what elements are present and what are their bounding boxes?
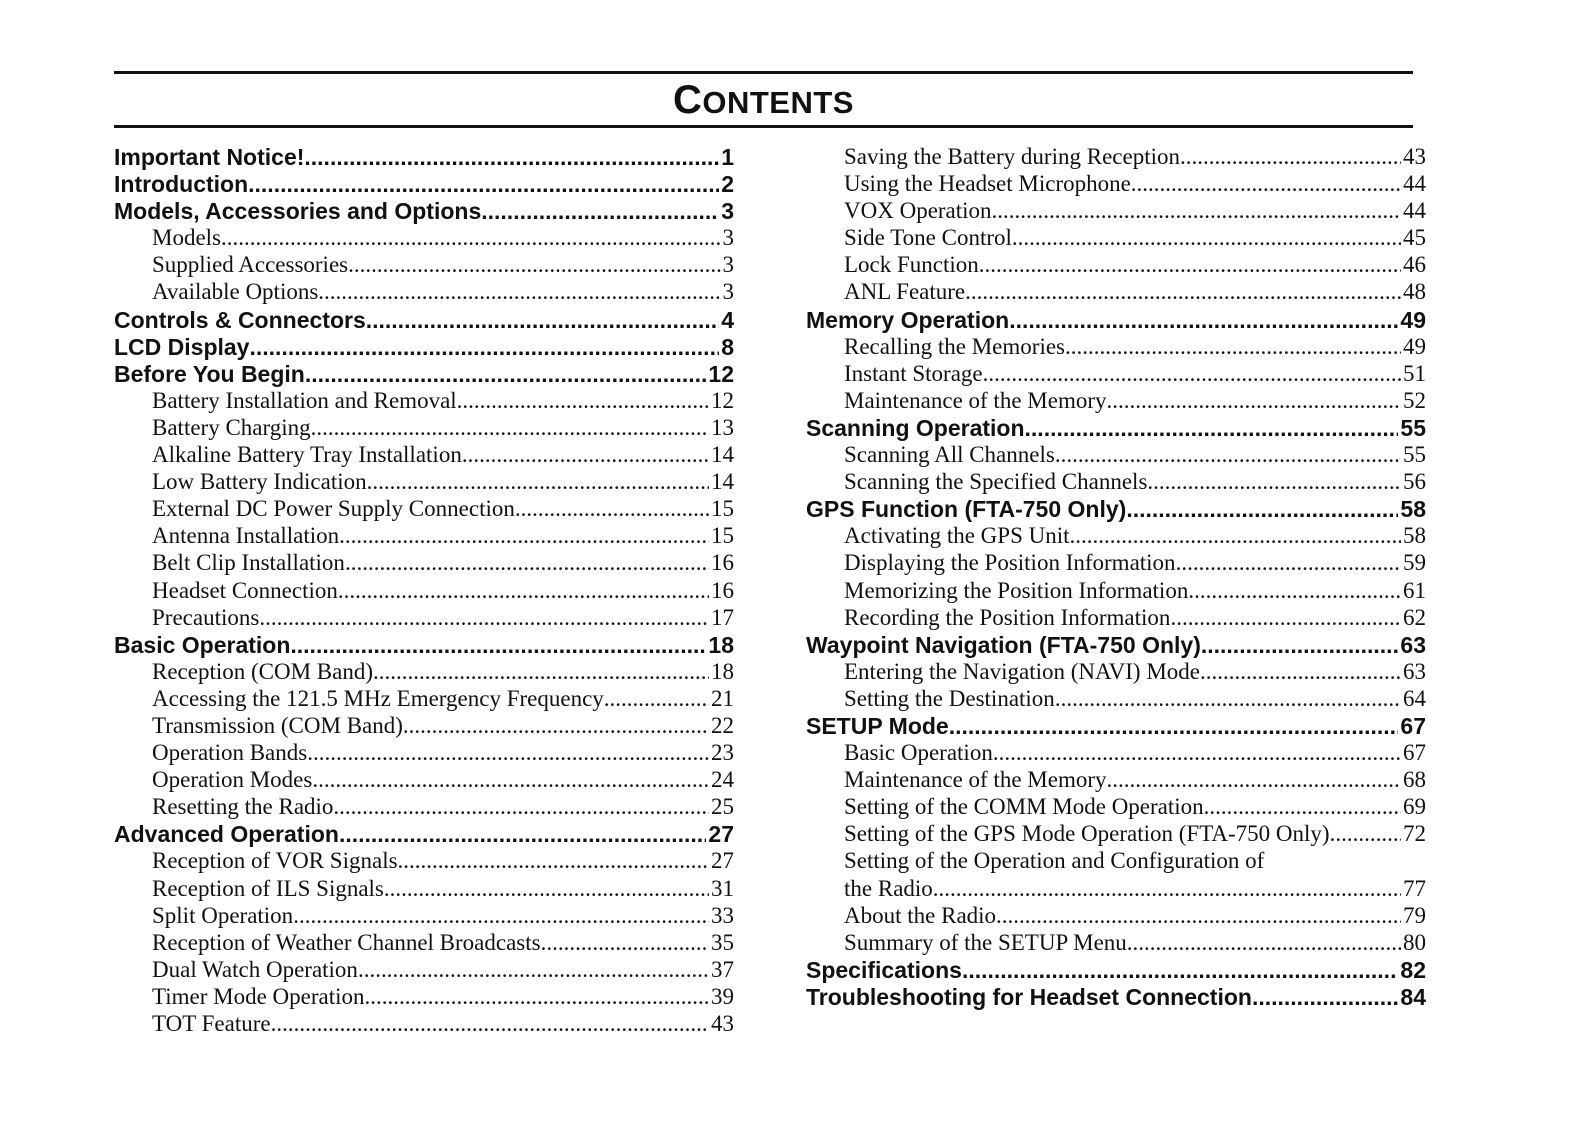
- toc-section-entry[interactable]: [806, 632, 1426, 659]
- title-underline: [114, 125, 1413, 128]
- toc-page-number: 44: [1403, 198, 1426, 224]
- toc-page-number: 8: [721, 333, 734, 360]
- dot-leader: [1126, 496, 1398, 523]
- toc-page-number: 12: [708, 360, 734, 387]
- toc-entry-title: Scanning Operation: [806, 414, 1025, 441]
- toc-subsection-entry[interactable]: [114, 550, 734, 577]
- toc-entry-title: Controls & Connectors: [114, 306, 366, 333]
- dot-leader: [358, 957, 709, 983]
- toc-entry-title: LCD Display: [114, 333, 250, 360]
- dot-leader: [949, 713, 1399, 740]
- toc-entry-title: Setting of the GPS Mode Operation (FTA-750 Only): [844, 821, 1330, 847]
- toc-page-number: 1: [721, 144, 734, 170]
- toc-subsection-entry[interactable]: [806, 388, 1426, 415]
- toc-section-entry[interactable]: [806, 713, 1426, 740]
- toc-subsection-entry[interactable]: [806, 334, 1426, 361]
- dot-leader: [1127, 930, 1401, 956]
- toc-section-entry[interactable]: [114, 198, 734, 225]
- toc-section-entry[interactable]: [806, 415, 1426, 442]
- toc-subsection-entry[interactable]: [806, 930, 1426, 957]
- dot-leader: [1201, 632, 1399, 659]
- toc-entry-title: Transmission (COM Band): [152, 712, 403, 738]
- toc-page-number: 49: [1400, 306, 1426, 333]
- toc-entry-title: Precautions: [152, 604, 260, 630]
- toc-page-number: 61: [1403, 577, 1426, 603]
- dot-leader: [1170, 605, 1401, 631]
- toc-entry-title: Scanning the Specified Channels: [844, 469, 1148, 495]
- dot-leader: [457, 388, 709, 414]
- toc-section-entry[interactable]: [806, 957, 1426, 984]
- toc-page-number: 13: [711, 414, 734, 440]
- toc-entry-title: Accessing the 121.5 MHz Emergency Frequency: [152, 685, 604, 711]
- toc-page-number: 18: [711, 658, 734, 684]
- toc-page-number: 64: [1403, 685, 1426, 711]
- dot-leader: [312, 767, 709, 793]
- toc-subsection-entry[interactable]: [806, 686, 1426, 713]
- toc-entry-title: Battery Installation and Removal: [152, 387, 457, 413]
- dot-leader: [304, 144, 719, 171]
- toc-subsection-entry[interactable]: [806, 198, 1426, 225]
- toc-page-number: 12: [711, 387, 734, 413]
- top-rule: [114, 71, 1413, 74]
- dot-leader: [996, 903, 1401, 929]
- toc-entry-title: Instant Storage: [844, 360, 983, 386]
- toc-subsection-entry[interactable]: [114, 876, 734, 903]
- toc-page-number: 49: [1403, 333, 1426, 359]
- dot-leader: [979, 252, 1401, 278]
- toc-section-entry[interactable]: [114, 171, 734, 198]
- toc-section-entry[interactable]: [114, 632, 734, 659]
- toc-page-number: 24: [711, 767, 734, 793]
- toc-page-number: 45: [1403, 225, 1426, 251]
- toc-subsection-entry[interactable]: [114, 523, 734, 550]
- toc-entry-title: Activating the GPS Unit: [844, 523, 1070, 549]
- dot-leader: [384, 876, 709, 902]
- toc-subsection-entry[interactable]: [806, 848, 1426, 875]
- toc-page-number: 51: [1403, 360, 1426, 386]
- toc-page-number: 82: [1400, 956, 1426, 983]
- dot-leader: [373, 659, 709, 685]
- dot-leader: [1131, 171, 1401, 197]
- dot-leader: [403, 713, 709, 739]
- toc-subsection-entry[interactable]: [806, 821, 1426, 848]
- toc-entry-title: Models, Accessories and Options: [114, 198, 482, 225]
- dot-leader: [462, 442, 709, 468]
- toc-subsection-entry[interactable]: [114, 903, 734, 930]
- toc-page-number: 80: [1403, 929, 1426, 955]
- dot-leader: [338, 578, 709, 604]
- toc-section-entry[interactable]: [114, 144, 734, 171]
- toc-page-number: 3: [722, 252, 734, 278]
- dot-leader: [339, 523, 709, 549]
- dot-leader: [1330, 821, 1401, 847]
- toc-subsection-entry[interactable]: [114, 984, 734, 1011]
- dot-leader: [515, 496, 709, 522]
- dot-leader: [1107, 388, 1402, 414]
- toc-page-number: 17: [711, 604, 734, 630]
- toc-entry-title: Side Tone Control: [844, 225, 1012, 251]
- toc-entry-title: Displaying the Position Information: [844, 550, 1176, 576]
- toc-entry-title: Available Options: [152, 279, 319, 305]
- toc-entry-title: Low Battery Indication: [152, 469, 367, 495]
- toc-subsection-entry[interactable]: [114, 740, 734, 767]
- toc-entry-title: Advanced Operation: [114, 821, 339, 848]
- toc-page-number: 58: [1403, 523, 1426, 549]
- toc-page-number: 14: [711, 442, 734, 468]
- toc-page-number: 79: [1403, 902, 1426, 928]
- toc-subsection-entry[interactable]: [806, 578, 1426, 605]
- toc-entry-title: Important Notice!: [114, 144, 305, 170]
- dot-leader: [293, 903, 709, 929]
- toc-page-number: 22: [711, 712, 734, 738]
- toc-page-number: 39: [711, 983, 734, 1009]
- toc-entry-title: Basic Operation: [844, 740, 993, 766]
- toc-page-number: 63: [1403, 658, 1426, 684]
- toc-entry-title: Recording the Position Information: [844, 604, 1171, 630]
- toc-page-number: 58: [1400, 496, 1426, 523]
- dot-leader: [318, 279, 720, 305]
- toc-subsection-entry[interactable]: [114, 578, 734, 605]
- dot-leader: [307, 740, 709, 766]
- toc-page-number: 43: [1403, 144, 1426, 169]
- toc-entry-title: Belt Clip Installation: [152, 550, 345, 576]
- toc-page-number: 67: [1403, 740, 1426, 766]
- toc-entry-title: Saving the Battery during Reception: [844, 144, 1180, 169]
- toc-subsection-entry[interactable]: [114, 415, 734, 442]
- dot-leader: [1025, 415, 1399, 442]
- toc-entry-title: Basic Operation: [114, 631, 291, 658]
- toc-subsection-entry[interactable]: [114, 659, 734, 686]
- toc-entry-title: Operation Bands: [152, 740, 308, 766]
- toc-entry-title: Timer Mode Operation: [152, 983, 365, 1009]
- toc-page-number: 77: [1403, 875, 1426, 901]
- toc-page-number: 3: [722, 225, 734, 251]
- toc-subsection-entry[interactable]: [806, 794, 1426, 821]
- dot-leader: [1055, 686, 1401, 712]
- toc-page-number: 31: [711, 875, 734, 901]
- dot-leader: [604, 686, 709, 712]
- title-initial: C: [672, 78, 703, 122]
- toc-section-entry[interactable]: [114, 821, 734, 848]
- toc-page-number: 67: [1400, 712, 1426, 739]
- toc-entry-title: Recalling the Memories: [844, 333, 1065, 359]
- toc-page-number: 84: [1400, 983, 1426, 1010]
- toc-subsection-entry[interactable]: [114, 469, 734, 496]
- dot-leader: [541, 930, 709, 956]
- dot-leader: [311, 415, 709, 441]
- toc-entry-title: Operation Modes: [152, 767, 313, 793]
- toc-left-column: [114, 144, 734, 1038]
- toc-page-number: 44: [1403, 171, 1426, 197]
- toc-page-number: 3: [722, 279, 734, 305]
- toc-entry-title: ANL Feature: [844, 279, 966, 305]
- toc-subsection-entry[interactable]: [806, 225, 1426, 252]
- toc-section-entry[interactable]: [114, 361, 734, 388]
- toc-entry-title: Memorizing the Position Information: [844, 577, 1189, 603]
- toc-subsection-entry[interactable]: [806, 279, 1426, 306]
- toc-entry-title: Troubleshooting for Headset Connection: [806, 983, 1252, 1010]
- dot-leader: [1180, 144, 1401, 170]
- toc-entry-title: Alkaline Battery Tray Installation: [152, 442, 462, 468]
- toc-subsection-entry[interactable]: [806, 876, 1426, 903]
- dot-leader: [1176, 550, 1401, 576]
- toc-entry-title: VOX Operation: [844, 198, 992, 224]
- toc-entry-title: Reception of ILS Signals: [152, 875, 384, 901]
- toc-page-number: 62: [1403, 604, 1426, 630]
- toc-entry-title: Lock Function: [844, 252, 979, 278]
- toc-page-number: 37: [711, 956, 734, 982]
- toc-page-number: 43: [711, 1011, 734, 1036]
- toc-subsection-entry[interactable]: [114, 225, 734, 252]
- toc-entry-title: Scanning All Channels: [844, 442, 1055, 468]
- dot-leader: [1107, 767, 1402, 793]
- toc-section-entry[interactable]: [806, 496, 1426, 523]
- toc-subsection-entry[interactable]: [114, 388, 734, 415]
- toc-entry-title: Summary of the SETUP Menu: [844, 929, 1127, 955]
- toc-section-entry[interactable]: [806, 307, 1426, 334]
- toc-page-number: 16: [711, 577, 734, 603]
- toc-subsection-entry[interactable]: [806, 361, 1426, 388]
- toc-subsection-entry[interactable]: [114, 713, 734, 740]
- toc-subsection-entry[interactable]: [806, 469, 1426, 496]
- toc-page-number: 23: [711, 740, 734, 766]
- toc-subsection-entry[interactable]: [806, 523, 1426, 550]
- dot-leader: [221, 225, 721, 251]
- toc-page-number: 55: [1400, 414, 1426, 441]
- toc-subsection-entry[interactable]: [114, 279, 734, 306]
- page-title: [114, 76, 1413, 127]
- toc-entry-title: Reception of VOR Signals: [152, 848, 398, 874]
- dot-leader: [398, 848, 709, 874]
- dot-leader: [1055, 442, 1401, 468]
- dot-leader: [271, 1011, 709, 1037]
- toc-subsection-entry[interactable]: [114, 794, 734, 821]
- toc-section-entry[interactable]: [114, 307, 734, 334]
- title-rest: ONTENTS: [702, 85, 854, 120]
- toc-page-number: 46: [1403, 252, 1426, 278]
- toc-subsection-entry[interactable]: [806, 740, 1426, 767]
- toc-subsection-entry[interactable]: [114, 957, 734, 984]
- toc-page-number: 68: [1403, 767, 1426, 793]
- dot-leader: [1012, 225, 1401, 251]
- dot-leader: [365, 984, 709, 1010]
- dot-leader: [1204, 794, 1401, 820]
- toc-page-number: 55: [1403, 442, 1426, 468]
- dot-leader: [983, 361, 1401, 387]
- dot-leader: [1065, 334, 1401, 360]
- dot-leader: [1147, 469, 1401, 495]
- toc-page-number: 33: [711, 902, 734, 928]
- toc-subsection-entry[interactable]: [806, 659, 1426, 686]
- toc-entry-title: Memory Operation: [806, 306, 1010, 333]
- toc-entry-title: Reception (COM Band): [152, 658, 374, 684]
- toc-entry-title: Dual Watch Operation: [152, 956, 358, 982]
- toc-page-number: 3: [721, 198, 734, 225]
- toc-page-number: 48: [1403, 279, 1426, 305]
- dot-leader: [481, 198, 719, 225]
- toc-subsection-entry[interactable]: [114, 848, 734, 875]
- toc-subsection-entry[interactable]: [114, 930, 734, 957]
- toc-page-number: 35: [711, 929, 734, 955]
- toc-entry-title: Supplied Accessories: [152, 252, 349, 278]
- toc-subsection-entry[interactable]: [806, 605, 1426, 632]
- dot-leader: [249, 334, 719, 361]
- toc-entry-title: External DC Power Supply Connection: [152, 496, 515, 522]
- toc-entry-title: Reception of Weather Channel Broadcasts: [152, 929, 541, 955]
- toc-entry-title: the Radio: [844, 875, 933, 901]
- toc-entry-title: Maintenance of the Memory: [844, 387, 1107, 413]
- dot-leader: [1070, 523, 1401, 549]
- toc-section-entry[interactable]: [114, 334, 734, 361]
- toc-subsection-entry[interactable]: [114, 252, 734, 279]
- dot-leader: [1188, 578, 1401, 604]
- toc-page-number: 59: [1403, 550, 1426, 576]
- dot-leader: [259, 605, 709, 631]
- toc-subsection-entry[interactable]: [114, 496, 734, 523]
- toc-entry-title: Setting the Destination: [844, 685, 1055, 711]
- toc-right-column: [806, 144, 1426, 1011]
- dot-leader: [366, 307, 719, 334]
- dot-leader: [962, 957, 1398, 984]
- toc-subsection-entry[interactable]: [806, 442, 1426, 469]
- dot-leader: [333, 794, 709, 820]
- toc-subsection-entry[interactable]: [806, 252, 1426, 279]
- toc-entry-title: SETUP Mode: [806, 712, 949, 739]
- toc-subsection-entry[interactable]: [114, 442, 734, 469]
- toc-entry-title: Antenna Installation: [152, 523, 340, 549]
- toc-entry-title: Specifications: [806, 956, 962, 983]
- toc-subsection-entry[interactable]: [806, 144, 1426, 171]
- toc-entry-title: Battery Charging: [152, 414, 311, 440]
- dot-leader: [965, 279, 1401, 305]
- dot-leader: [348, 252, 720, 278]
- toc-entry-title: TOT Feature: [152, 1011, 271, 1036]
- dot-leader: [345, 550, 709, 576]
- toc-entry-title: Split Operation: [152, 902, 294, 928]
- dot-leader: [1009, 307, 1398, 334]
- dot-leader: [933, 876, 1401, 902]
- toc-page-number: 14: [711, 469, 734, 495]
- dot-leader: [339, 821, 706, 848]
- toc-subsection-entry[interactable]: [114, 767, 734, 794]
- toc-page-number: 27: [708, 821, 734, 848]
- toc-page-number: 16: [711, 550, 734, 576]
- toc-subsection-entry[interactable]: [114, 605, 734, 632]
- dot-leader: [993, 740, 1401, 766]
- toc-section-entry[interactable]: [806, 984, 1426, 1011]
- toc-page-number: 2: [721, 171, 734, 198]
- toc-subsection-entry[interactable]: [806, 550, 1426, 577]
- toc-subsection-entry[interactable]: [114, 686, 734, 713]
- dot-leader: [248, 171, 719, 198]
- dot-leader: [992, 198, 1401, 224]
- toc-subsection-entry[interactable]: [114, 1011, 734, 1038]
- dot-leader: [1252, 984, 1398, 1011]
- toc-page-number: 15: [711, 523, 734, 549]
- toc-page-number: 69: [1403, 794, 1426, 820]
- toc-entry-title: Headset Connection: [152, 577, 338, 603]
- toc-entry-title: Introduction: [114, 171, 249, 198]
- toc-subsection-entry[interactable]: [806, 903, 1426, 930]
- toc-entry-title: About the Radio: [844, 902, 997, 928]
- toc-entry-title: Before You Begin: [114, 360, 305, 387]
- toc-entry-title: Using the Headset Microphone: [844, 171, 1131, 197]
- toc-entry-title: Waypoint Navigation (FTA-750 Only): [806, 631, 1201, 658]
- toc-subsection-entry[interactable]: [806, 767, 1426, 794]
- toc-page-number: 4: [721, 306, 734, 333]
- toc-page-number: 63: [1400, 631, 1426, 658]
- toc-entry-title: Maintenance of the Memory: [844, 767, 1107, 793]
- toc-page-number: 18: [708, 631, 734, 658]
- toc-page-number: 52: [1403, 387, 1426, 413]
- toc-page-number: 15: [711, 496, 734, 522]
- dot-leader: [1200, 659, 1401, 685]
- toc-entry-title: Entering the Navigation (NAVI) Mode: [844, 658, 1200, 684]
- dot-leader: [367, 469, 709, 495]
- toc-entry-title: Resetting the Radio: [152, 794, 334, 820]
- toc-entry-title: GPS Function (FTA-750 Only): [806, 496, 1127, 523]
- toc-entry-title: Setting of the COMM Mode Operation: [844, 794, 1204, 820]
- toc-entry-title: Models: [152, 225, 221, 251]
- toc-page-number: 21: [711, 685, 734, 711]
- toc-page-number: 25: [711, 794, 734, 820]
- dot-leader: [305, 361, 707, 388]
- toc-page-number: 56: [1403, 469, 1426, 495]
- dot-leader: [290, 632, 706, 659]
- toc-subsection-entry[interactable]: [806, 171, 1426, 198]
- toc-page-number: 72: [1403, 821, 1426, 847]
- toc-page-number: 27: [711, 848, 734, 874]
- toc-entry-title: Setting of the Operation and Configuration of: [844, 848, 1265, 874]
